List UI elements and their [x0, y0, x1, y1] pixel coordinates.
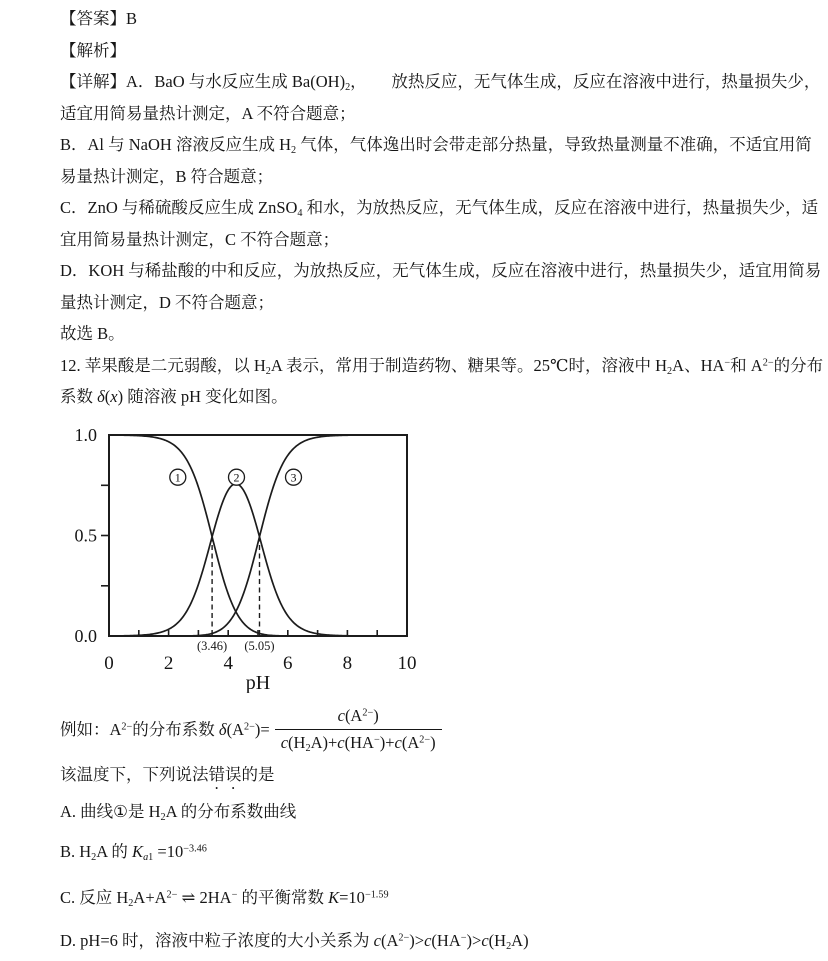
x-tick-label: 2: [163, 652, 174, 674]
curve-1-number: 1: [174, 469, 181, 484]
example-formula-prefix: 例如：$A^{2-}$的分布系数 $\delta(A^{2-})=$: [60, 719, 270, 739]
y-tick-label: 0.5: [74, 525, 97, 545]
curve-3: [109, 435, 407, 636]
x-tick-label: 6: [283, 652, 293, 674]
x-tick-label: 10: [397, 652, 417, 674]
option-c: C. 反应 $H_2A+A^{2-}$ ⇌ 2HA− 的平衡常数 $K=10^{-1.59}$: [60, 887, 389, 909]
crossing-label: (5.05): [244, 638, 275, 653]
detail-line-3: B．Al 与 NaOH 溶液反应生成 $H_2$ 气体，气体逸出时会带走部分热量，导致热量测量不准确，不适宜用简: [60, 135, 812, 156]
example-formula-line: [60, 703, 772, 757]
curve-1: [109, 435, 407, 636]
example-formula-fraction: [275, 706, 442, 753]
detail-line-7: D．KOH 与稀盐酸的中和反应，为放热反应，无气体生成，反应在溶液中进行，热量损失少，适宜用简易: [60, 261, 822, 280]
y-tick-label: 1.0: [74, 424, 97, 445]
x-tick-label: 4: [223, 652, 233, 674]
x-tick-label: 8: [342, 652, 353, 674]
y-tick-label: 0.0: [74, 625, 97, 646]
plot-frame: [109, 435, 407, 636]
detail-line-5: C．ZnO 与稀硫酸反应生成 ZnSO$_4$ 和水，为放热反应，无气体生成，反应在溶液中进行，热量损失少，适: [60, 198, 819, 219]
analysis-label: 【解析】: [60, 40, 126, 60]
x-axis-label: pH: [245, 671, 271, 693]
detail-line-4: 易量热计测定，B 符合题意；: [60, 166, 274, 186]
detail-line-6: 宜用简易量热计测定，C 不符合题意；: [60, 229, 340, 249]
distribution-chart: [54, 423, 772, 693]
answer-label: 【答案】: [60, 9, 126, 28]
q12-prompt: 该温度下，下列说法错误的是: [60, 764, 275, 784]
detail-line-2: 适宜用简易量热计测定，A 不符合题意；: [60, 103, 356, 123]
detail-line-8: 量热计测定，D 不符合题意；: [60, 292, 275, 312]
conclusion-line: 故选 B。: [60, 324, 125, 343]
curve-2-number: 2: [233, 469, 240, 484]
detail-line-1: 【详解】A．BaO 与水反应生成 $Ba(OH)_2$， 放热反应，无气体生成，反应在溶液中进行，热量损失少，: [60, 72, 821, 93]
curve-3-number: 3: [290, 469, 297, 484]
curve-2: [109, 483, 407, 635]
option-a: A. 曲线①是 $H_2A$ 的分布系数曲线: [60, 801, 297, 823]
q12-stem-line-2: 系数 δ(x) 随溶液 pH 变化如图。: [60, 387, 288, 406]
fraction-numerator: $c(A^{2-})$: [337, 706, 379, 726]
option-b: B. $H_2A$ 的 $K_{a1} =10^{-3.46}$: [60, 841, 207, 863]
answer-line: [60, 3, 772, 35]
distribution-chart-svg: [54, 423, 430, 693]
answer-value: B: [126, 9, 138, 28]
x-tick-label: 0: [104, 652, 114, 674]
fraction-denominator: $c(H_2A)+c(HA^-)+c(A^{2-})$: [275, 729, 442, 753]
crossing-label: (3.46): [196, 638, 228, 653]
option-d: D. pH=6 时，溶液中粒子浓度的大小关系为 $c(A^{2-})>c(HA^-)>c(H_2A)$: [60, 930, 529, 952]
q12-stem-line-1: 12. 苹果酸是二元弱酸，以 $H_2A$ 表示，常用于制造药物、糖果等。25℃时，溶液中 $H_2A$、HA−和 $A^{2-}$的分布: [60, 355, 824, 377]
